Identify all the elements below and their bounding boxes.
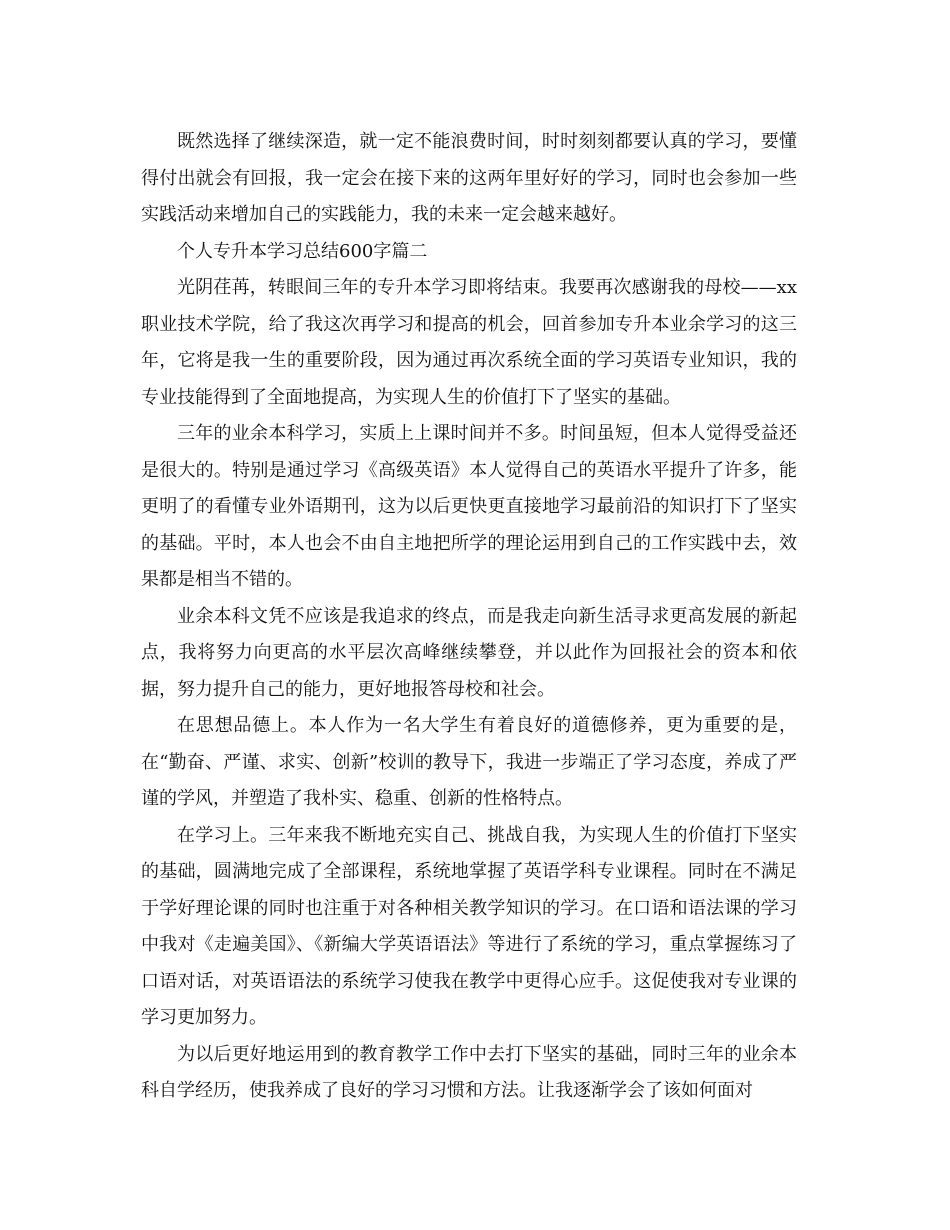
paragraph-1: 既然选择了继续深造，就一定不能浪费时间，时时刻刻都要认真的学习，要懂得付出就会有回报，我一定会在接下来的这两年里好好的学习，同时也会参加一些实践活动来增加自己的实践能力，我的未来一定会越来越好。 bbox=[141, 131, 797, 225]
paragraph-4: 业余本科文凭不应该是我追求的终点，而是我走向新生活寻求更高发展的新起点，我将努力向更高的水平层次高峰继续攀登，并以此作为回报社会的资本和依据，努力提升自己的能力，更好地报答母校和社会。 bbox=[141, 605, 797, 700]
paragraph-6: 在学习上。三年来我不断地充实自己、挑战自我，为实现人生的价值打下坚实的基础，圆满地完成了全部课程，系统地掌握了英语学科专业课程。同时在不满足于学好理论课的同时也注重于对各种相关教学知识的学习。在口语和语法课的学习中我对《走遍美国》、《新编大学英语语法》等进行了系统的学习，重点掌握练习了口语对话，对英语语法的系统学习使我在教学中更得心应手。这促使我对专业课的学习更加努力。 bbox=[141, 824, 797, 1028]
paragraph-3: 三年的业余本科学习，实质上上课时间并不多。时间虽短，但本人觉得受益还是很大的。特别是通过学习《高级英语》本人觉得自己的英语水平提升了许多，能更明了的看懂专业外语期刊，这为以后更快更直接地学习最前沿的知识打下了坚实的基础。平时，本人也会不由自主地把所学的理论运用到自己的工作实践中去，效果都是相当不错的。 bbox=[141, 423, 797, 590]
paragraph-7: 为以后更好地运用到的教育教学工作中去打下坚实的基础，同时三年的业余本科自学经历，使我养成了良好的学习习惯和方法。让我逐渐学会了该如何面对 bbox=[141, 1043, 797, 1101]
paragraph-5: 在思想品德上。本人作为一名大学生有着良好的道德修养，更为重要的是，在“勤奋、严谨、求实、创新”校训的教导下，我进一步端正了学习态度，养成了严谨的学风，并塑造了我朴实、稳重、创新的性格特点。 bbox=[141, 715, 797, 809]
document-body bbox=[141, 124, 797, 1110]
section-heading: 个人专升本学习总结600字篇二 bbox=[177, 240, 428, 262]
paragraph-2: 光阴荏苒，转眼间三年的专升本学习即将结束。我要再次感谢我的母校——xx职业技术学院，给了我这次再学习和提高的机会，回首参加专升本业余学习的这三年，它将是我一生的重要阶段，因为通过再次系统全面的学习英语专业知识，我的专业技能得到了全面地提高，为实现人生的价值打下了坚实的基础。 bbox=[141, 277, 797, 408]
